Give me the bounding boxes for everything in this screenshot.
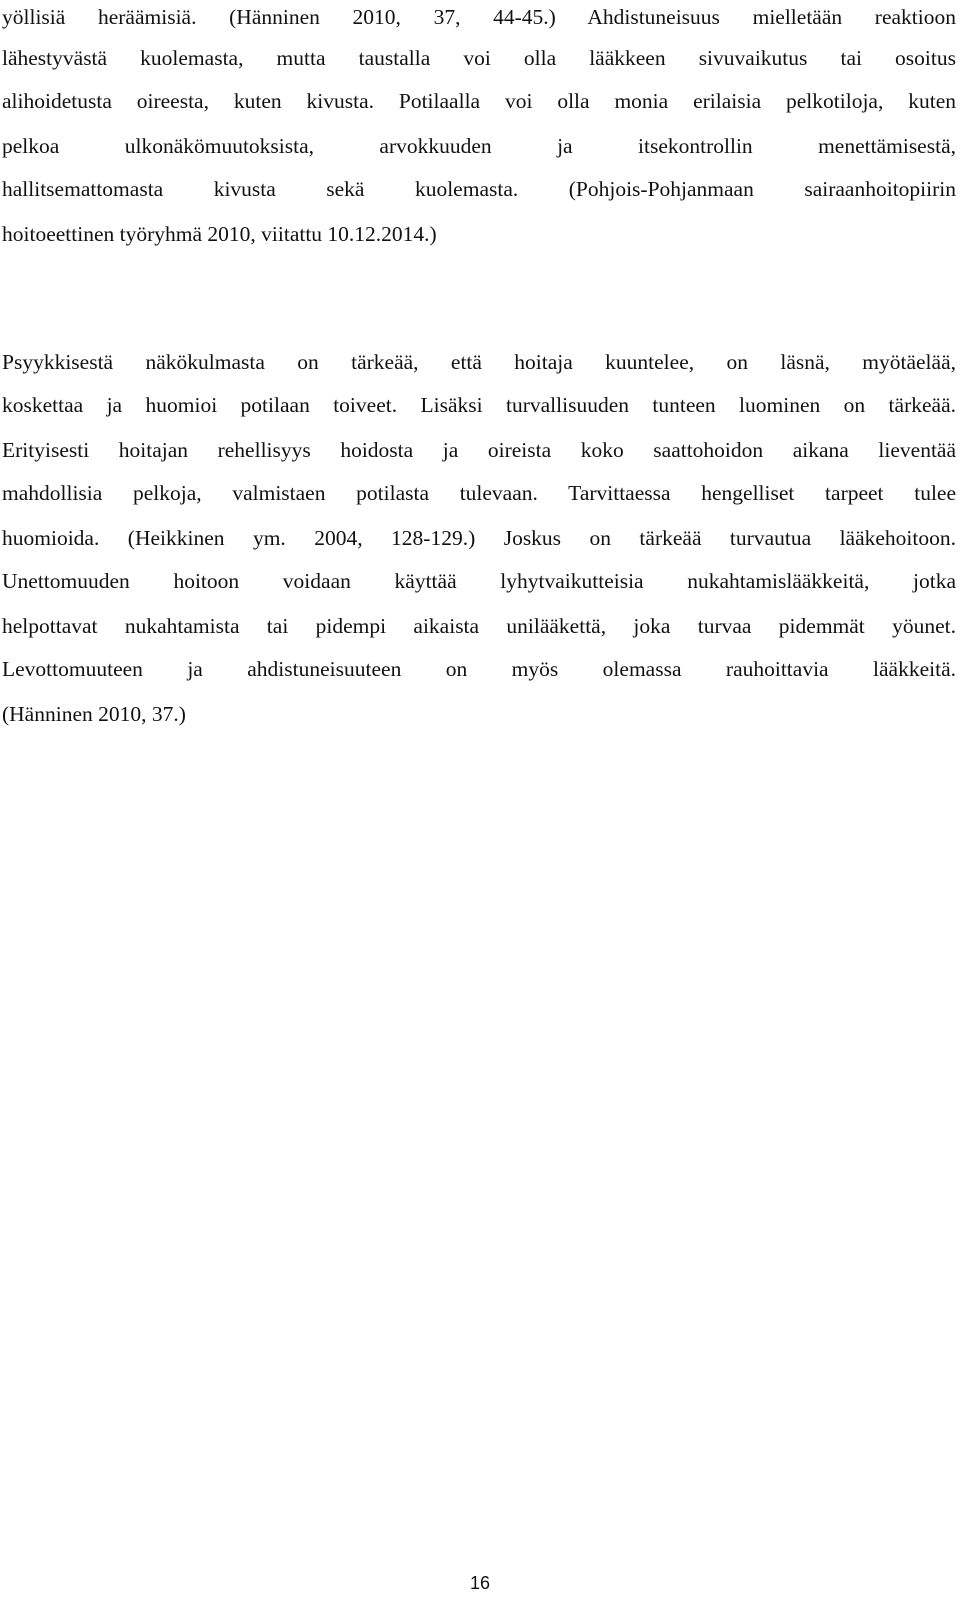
paragraph-line: Levottomuuteen ja ahdistuneisuuteen on myös olemassa rauhoittavia lääkkeitä. (2, 657, 956, 681)
paragraph-line: hallitsemattomasta kivusta sekä kuolemasta. (Pohjois-Pohjanmaan sairaanhoitopiirin (2, 177, 956, 201)
paragraph-line: Unettomuuden hoitoon voidaan käyttää lyhytvaikutteisia nukahtamislääkkeitä, jotka (2, 569, 956, 593)
paragraph-line: helpottavat nukahtamista tai pidempi aikaista unilääkettä, joka turvaa pidemmät yöunet. (2, 614, 956, 638)
paragraph-line: hoitoeettinen työryhmä 2010, viitattu 10.12.2014.) (2, 222, 437, 246)
page-number: 16 (469, 1573, 491, 1593)
paragraph-line: pelkoa ulkonäkömuutoksista, arvokkuuden ja itsekontrollin menettämisestä, (2, 134, 956, 158)
paragraph-line: Psyykkisestä näkökulmasta on tärkeää, että hoitaja kuuntelee, on läsnä, myötäelää, (2, 350, 956, 374)
paragraph-line: yöllisiä heräämisiä. (Hänninen 2010, 37, 44-45.) Ahdistuneisuus mielletään reaktioon (2, 5, 956, 29)
paragraph-line: alihoidetusta oireesta, kuten kivusta. Potilaalla voi olla monia erilaisia pelkotiloja, kuten (2, 89, 956, 113)
paragraph-line: huomioida. (Heikkinen ym. 2004, 128-129.) Joskus on tärkeää turvautua lääkehoitoon. (2, 526, 956, 550)
paragraph-line: lähestyvästä kuolemasta, mutta taustalla voi olla lääkkeen sivuvaikutus tai osoitus (2, 46, 956, 70)
paragraph-line: (Hänninen 2010, 37.) (2, 702, 186, 726)
paragraph-line: mahdollisia pelkoja, valmistaen potilasta tulevaan. Tarvittaessa hengelliset tarpeet tulee (2, 481, 956, 505)
paragraph-line: Erityisesti hoitajan rehellisyys hoidosta ja oireista koko saattohoidon aikana lieventää (2, 438, 956, 462)
paragraph-line: koskettaa ja huomioi potilaan toiveet. Lisäksi turvallisuuden tunteen luominen on tärkeää. (2, 393, 956, 417)
